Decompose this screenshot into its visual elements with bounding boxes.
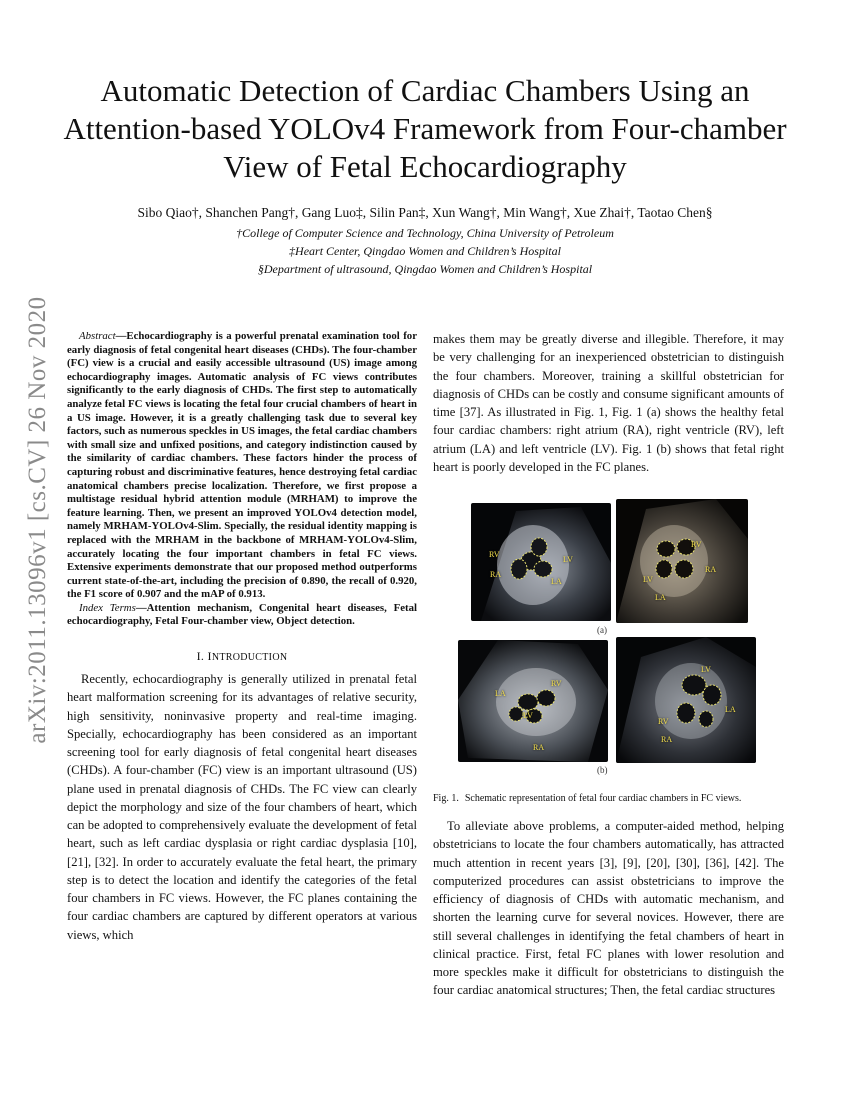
caption-figure-number: Fig. 1. — [433, 793, 459, 804]
chamber-label-ra: RA — [490, 570, 502, 579]
section-title-rest: NTRODUCTION — [211, 652, 288, 664]
arxiv-identifier: arXiv:2011.13096v1 [cs.CV] 26 Nov 2020 — [24, 296, 51, 744]
left-column — [67, 330, 417, 944]
chamber-label-lv: LV — [563, 555, 573, 564]
chamber-label-rv: RV — [489, 550, 500, 559]
section-number: I. — [196, 649, 205, 664]
subfigure-a-label: (a) — [597, 625, 607, 635]
chamber-label-rv: RV — [551, 679, 562, 688]
right-column-top — [433, 330, 784, 476]
chamber-label-la: LA — [725, 705, 736, 714]
section-heading-introduction — [67, 649, 417, 664]
chamber-label-ra: RA — [661, 735, 673, 744]
chamber-label-rv: RV — [691, 540, 702, 549]
chamber-label-ra: RA — [533, 743, 545, 752]
echo-image-a-right — [616, 499, 748, 623]
arxiv-side-stamp — [18, 260, 58, 780]
ultrasound-scan-b2 — [616, 637, 756, 763]
chamber-label-la: LA — [551, 577, 562, 586]
chamber-label-ra: RA — [705, 565, 717, 574]
figure-1 — [433, 495, 784, 785]
caption-text: Schematic representation of fetal four cardiac chambers in FC views. — [464, 793, 742, 804]
chamber-label-la: LA — [495, 689, 506, 698]
index-terms — [67, 602, 417, 629]
paper-title: Automatic Detection of Cardiac Chambers Using an Attention-based YOLOv4 Framework from Four-chamber View of Fetal Echocardiography — [63, 73, 787, 184]
chamber-label-la: LA — [655, 593, 666, 602]
affiliation-1: †College of Computer Science and Technology, China University of Petroleum — [236, 226, 614, 240]
chamber-label-rv: RV — [658, 717, 669, 726]
chamber-label-lv: LV — [523, 711, 533, 720]
right-paragraph-1: makes them may be greatly diverse and illegible. Therefore, it may be very challenging for an inexperienced obstetrician to distinguish the four chambers. Moreover, training a skillful obstetrician for diagnosis of CHDs can be costly and consume significant amounts of time [37]. As illustrated in Fig. 1, Fig. 1 (a) shows the healthy fetal four cardiac chambers: right atrium (RA), right ventricle (RV), left atrium (LA) and left ventricle (LV). Fig. 1 (b) shows that fetal right heart is poorly developed in the FC planes. — [433, 332, 784, 474]
abstract — [67, 330, 417, 602]
section-title-initial: I — [207, 649, 212, 664]
author-list: Sibo Qiao†, Shanchen Pang†, Gang Luo‡, Silin Pan‡, Xun Wang†, Min Wang†, Xue Zhai†, Taotao Chen§ — [137, 205, 713, 220]
ultrasound-scan-a2 — [616, 499, 748, 623]
abstract-label: Abstract — [79, 330, 116, 342]
echo-image-b-right — [616, 637, 756, 763]
subfigure-b-label: (b) — [597, 765, 608, 775]
echo-image-a-left — [471, 503, 611, 621]
right-paragraph-2: To alleviate above problems, a computer-aided method, helping obstetricians to locate the four chambers automatically, has attracted much attention in recent years [3], [9], [20], [30], [36], [42]. The computerized procedures can assist obstetricians to improve the efficiency of diagnosis of CHDs with automatic mechanism, and shorten the learning curve for several novices. However, there are still several challenges in identifying the fetal chambers of heart in clinical practice. First, fetal FC planes with lower resolution and more speckles make it difficult for obstetricians to distinguish the four cardiac anatomical structures; Then, the fetal cardiac structures — [433, 819, 784, 998]
affiliation-3: §Department of ultrasound, Qingdao Women and Children’s Hospital — [257, 262, 593, 276]
index-terms-label: Index Terms — [79, 601, 136, 614]
right-column-bottom — [433, 817, 784, 1000]
figure-1-caption — [433, 792, 784, 805]
chamber-label-lv: LV — [643, 575, 653, 584]
affiliation-2: ‡Heart Center, Qingdao Women and Children’s Hospital — [289, 244, 561, 258]
introduction-paragraph: Recently, echocardiography is generally utilized in prenatal fetal heart malformation screening for its advantages of relative security, high sensitivity, noninvasive property and real-time imaging. Specially, echocardiography has been considered as an important screening tool for early diagnosis of fetal congenital heart diseases (CHDs). A four-chamber (FC) view is an important ultrasound (US) plane used in prenatal diagnosis of CHDs. The FC view can clearly depict the morphology and size of the four chambers of heart, which can be adopted to comprehensively evaluate the development of fetal heart, such as left cardiac dysplasia or right cardiac dysplasia [10], [21], [32]. In order to accurately evaluate the fetal heart, the primary step is to detect the location and identify the categories of the fetal four chambers in FC views. However, the FC planes containing the four cardiac chambers are captured by different operators at various views, which — [67, 672, 417, 942]
abstract-text: —Echocardiography is a powerful prenatal examination tool for early diagnosis of fetal congenital heart diseases (CHDs). The four-chamber (FC) view is a crucial and easily accessible ultrasound (US) image among echocardiography images. Automatic analysis of FC views contributes significantly to the early diagnosis of CHDs. The first step to automatically analyze fetal FC views is locating the fetal four crucial chambers of heart in a US image. However, it is a greatly challenging task due to several key factors, such as numerous speckles in US images, the fetal cardiac chambers with small size and unfixed positions, and category indistinction caused by the similarity of cardiac chambers. These factors hinder the process of capturing robust and discriminative features, hence destroying fetal cardiac anatomical chambers precise localization. Therefore, we first propose a multistage residual hybrid attention module (MRHAM) to improve the feature learning. Then, we present an improved YOLOv4 detection model, namely MRHAM-YOLOv4-Slim. Specially, the residual identity mapping is replaced with the MRHAM in the backbone of MRHAM-YOLOv4-Slim, accurately locating the four important chambers in fetal FC views. Extensive experiments demonstrate that our proposed method outperforms current state-of-the-art, including the precision of 0.890, the recall of 0.920, the F1 score of 0.907 and the mAP of 0.913. — [67, 330, 417, 601]
index-terms-text: —Attention mechanism, Congenital heart diseases, Fetal echocardiography, Fetal Four-chamber view, Object detection. — [67, 601, 417, 628]
ultrasound-scan-a1 — [471, 503, 611, 621]
chamber-label-lv: LV — [701, 665, 711, 674]
